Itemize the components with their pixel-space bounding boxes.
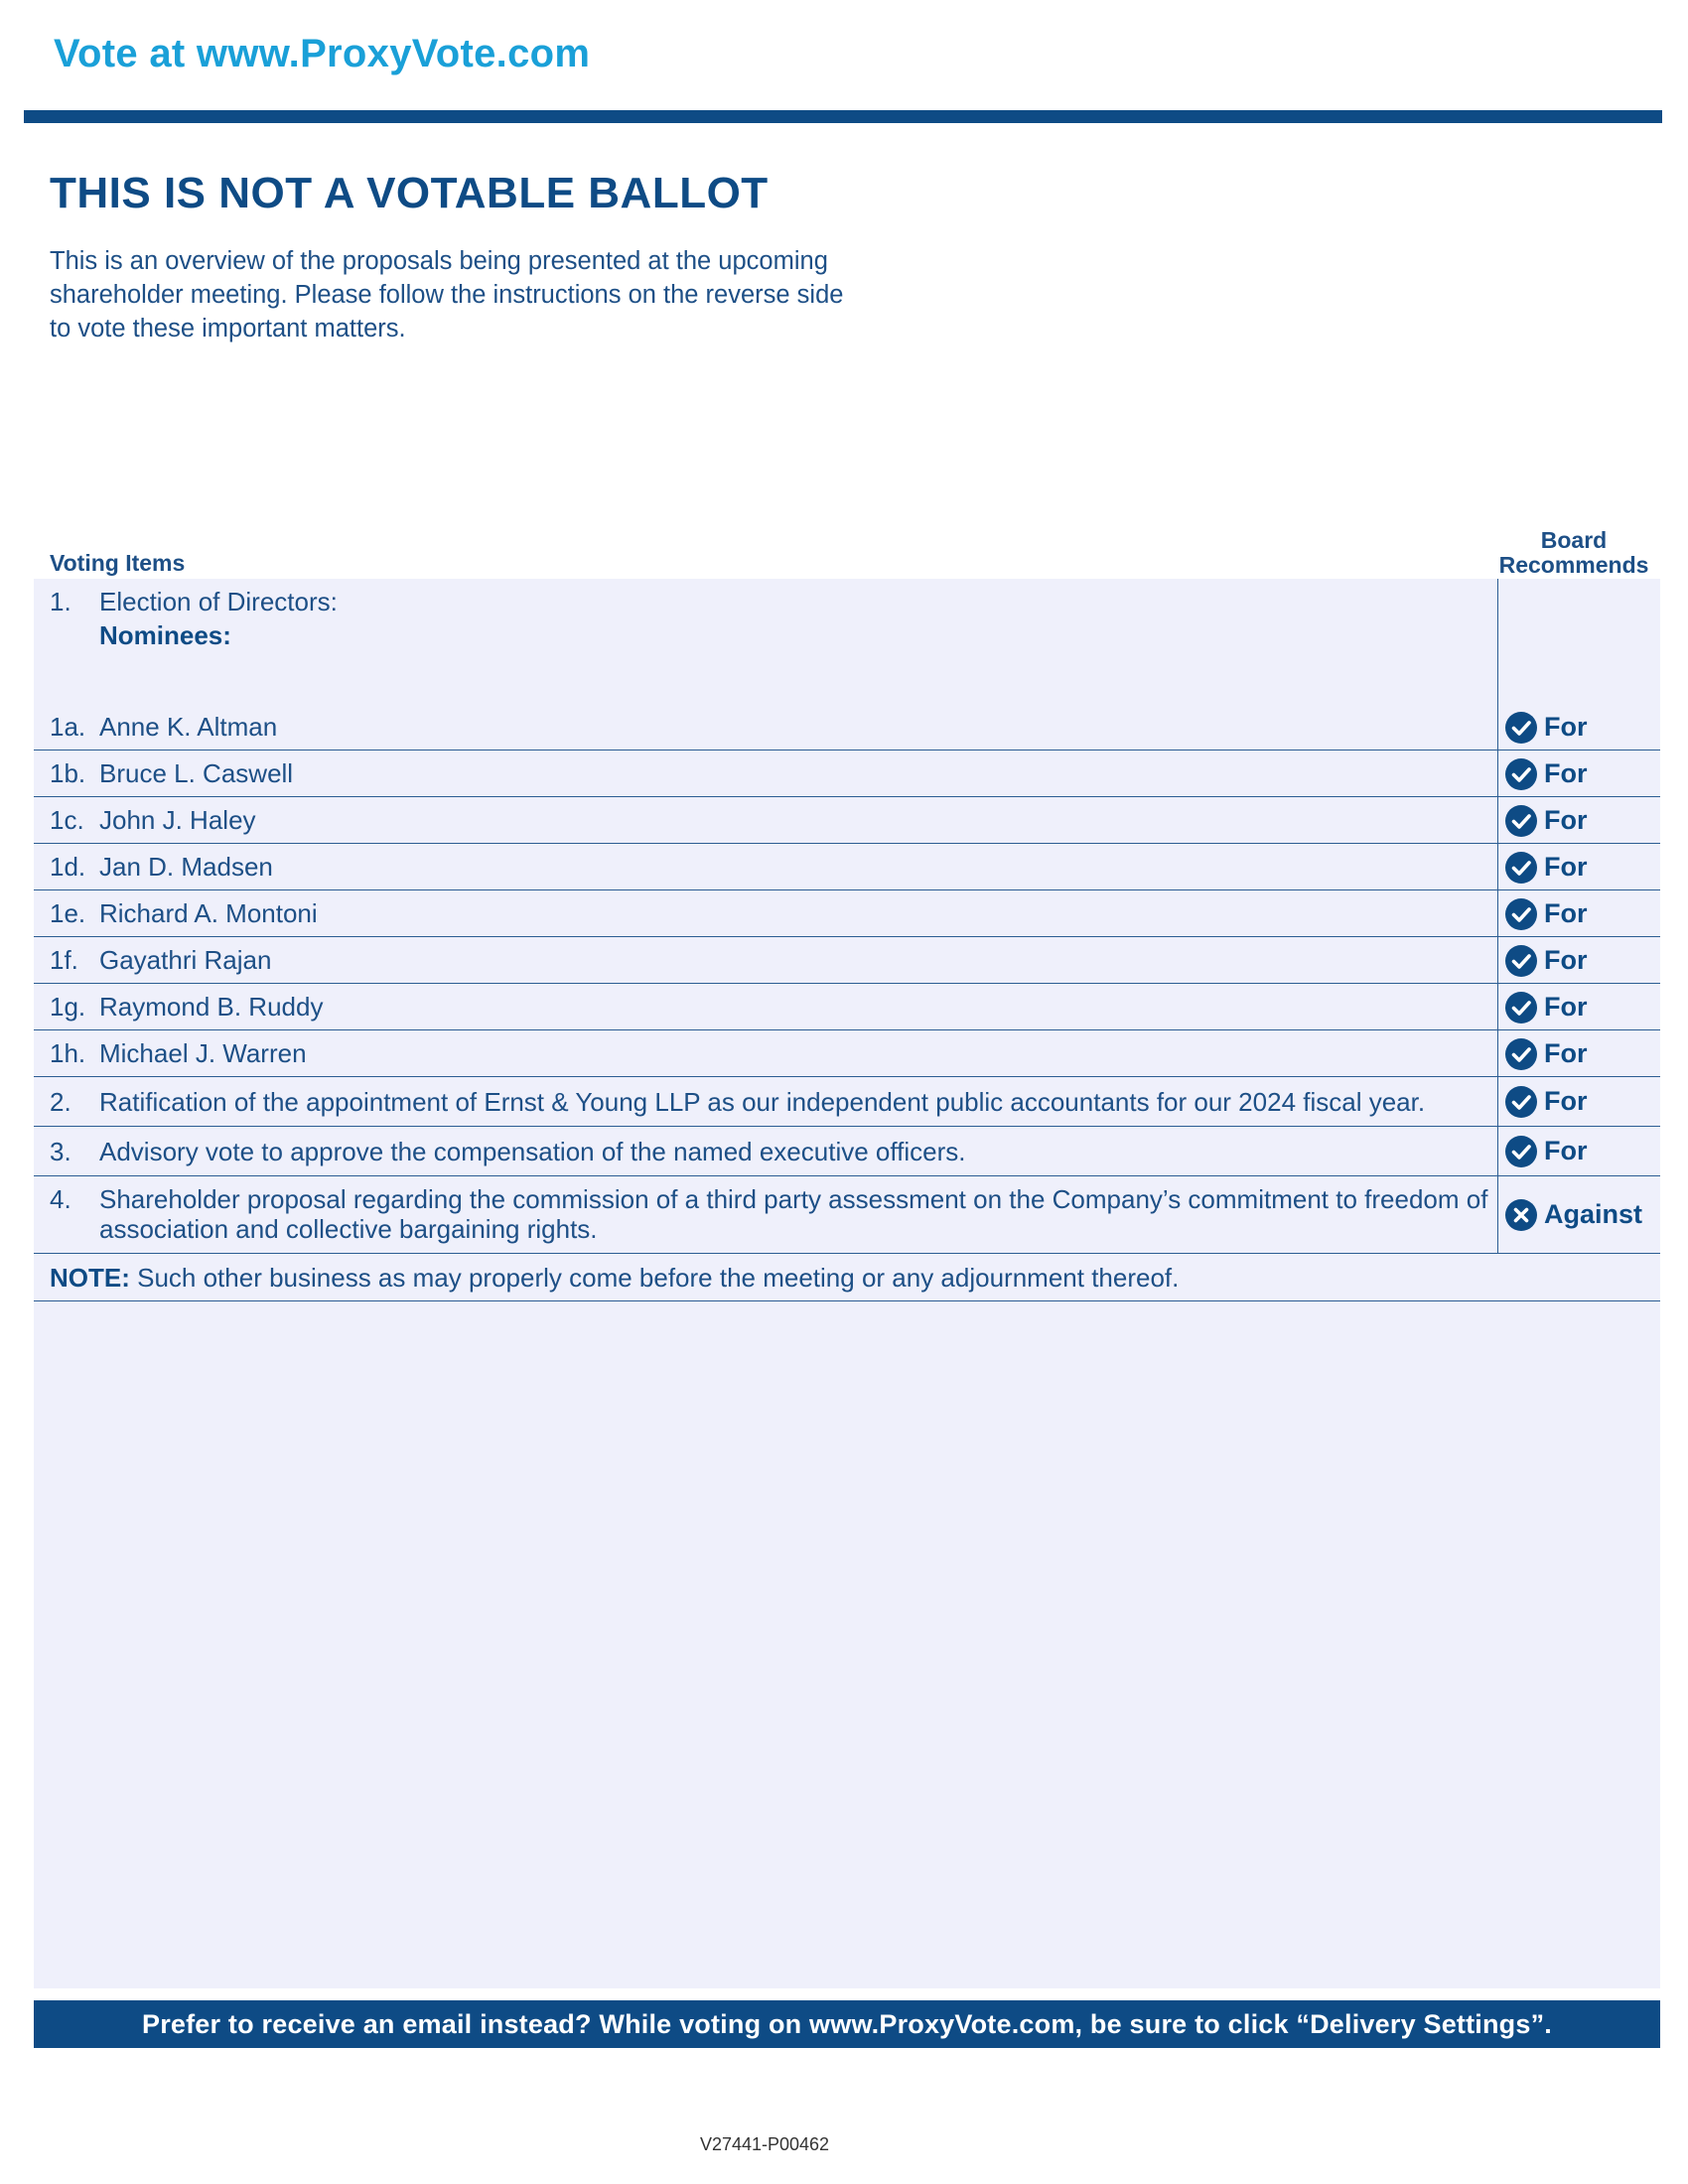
item-text: Gayathri Rajan — [99, 945, 272, 975]
intro-paragraph: This is an overview of the proposals being presented at the upcoming shareholder meeting. Please follow the instructions on the reverse side to vote these important matters. — [50, 247, 844, 342]
check-circle-icon — [1504, 804, 1538, 838]
nominees-label: Nominees: — [99, 620, 231, 650]
recommendation-label: For — [1544, 1038, 1588, 1068]
item-text: Election of Directors: — [99, 587, 338, 616]
board-recommends-line1: Board — [1540, 527, 1608, 553]
recommendation-label: For — [1544, 758, 1588, 788]
email-prompt-text: Prefer to receive an email instead? While voting on www.ProxyVote.com, be sure to click “Delivery Settings”. — [141, 2008, 1552, 2039]
recommendation-cell — [1497, 1127, 1660, 1175]
recommendation-cell — [1497, 984, 1660, 1030]
check-circle-icon — [1504, 851, 1538, 885]
item-number: 1e. — [50, 898, 86, 928]
check-circle-icon — [1504, 897, 1538, 931]
item-text: Jan D. Madsen — [99, 852, 273, 882]
item-text: Bruce L. Caswell — [99, 758, 294, 788]
proposal-row — [34, 1127, 1660, 1176]
check-circle-icon — [1504, 991, 1538, 1024]
recommendation-cell — [1497, 579, 1660, 704]
item-number: 3. — [50, 1137, 71, 1166]
note-row — [34, 1254, 1660, 1301]
check-circle-icon — [1504, 944, 1538, 978]
nominee-row — [34, 797, 1660, 844]
recommendation-cell — [1497, 937, 1660, 984]
item-text: John J. Haley — [99, 805, 256, 835]
recommendation-cell — [1497, 1077, 1660, 1126]
item-number: 4. — [50, 1184, 71, 1214]
ballot-area — [34, 579, 1660, 1988]
item-number: 1. — [50, 587, 71, 616]
check-circle-icon — [1504, 1037, 1538, 1071]
x-circle-icon — [1504, 1198, 1538, 1232]
job-code: V27441-P00462 — [699, 2134, 830, 2154]
item-number: 1c. — [50, 805, 84, 835]
recommendation-cell — [1497, 751, 1660, 797]
recommendation-label: For — [1544, 945, 1588, 975]
note-text — [50, 1263, 1179, 1294]
recommendation-cell — [1497, 844, 1660, 890]
nominee-row — [34, 751, 1660, 797]
recommendation-cell — [1497, 797, 1660, 844]
voting-items-label: Voting Items — [50, 550, 186, 576]
recommendation-cell — [1497, 704, 1660, 751]
note-body: Such other business as may properly come before the meeting or any adjournment thereof. — [129, 1263, 1180, 1293]
item-number: 1h. — [50, 1038, 86, 1068]
check-circle-icon — [1504, 711, 1538, 745]
recommendation-label: For — [1544, 1086, 1588, 1116]
check-circle-icon — [1504, 757, 1538, 791]
board-recommends-label — [1489, 528, 1658, 578]
item-text: Richard A. Montoni — [99, 898, 318, 928]
election-heading-row — [34, 579, 1660, 704]
recommendation-label: For — [1544, 1136, 1588, 1165]
item-number: 1g. — [50, 992, 86, 1022]
recommendation-label: For — [1544, 712, 1588, 742]
voting-items-table — [34, 579, 1660, 1301]
nominee-row — [34, 1030, 1660, 1077]
recommendation-label: For — [1544, 852, 1588, 882]
nominee-row — [34, 890, 1660, 937]
nominee-row — [34, 704, 1660, 751]
header-divider — [24, 110, 1662, 123]
item-text: Anne K. Altman — [99, 712, 278, 742]
recommendation-label: For — [1544, 992, 1588, 1022]
item-text: Shareholder proposal regarding the commission of a third party assessment on the Company’s commitment to freedom of association and collective bargaining rights. — [99, 1184, 1488, 1244]
page-title: THIS IS NOT A VOTABLE BALLOT — [50, 169, 769, 217]
proposal-row — [34, 1077, 1660, 1127]
nominee-row — [34, 984, 1660, 1030]
item-text: Ratification of the appointment of Ernst & Young LLP as our independent public accountants for our 2024 fiscal year. — [99, 1087, 1426, 1117]
item-number: 1d. — [50, 852, 86, 882]
recommendation-label: For — [1544, 805, 1588, 835]
item-text: Michael J. Warren — [99, 1038, 307, 1068]
note-label: NOTE: — [50, 1263, 130, 1293]
proposal-row — [34, 1176, 1660, 1254]
item-number: 1a. — [50, 712, 86, 742]
proxyvote-link[interactable]: Vote at www.ProxyVote.com — [54, 32, 591, 75]
board-recommends-line2: Recommends — [1498, 552, 1649, 578]
delivery-settings-banner — [34, 2000, 1660, 2048]
recommendation-cell — [1497, 890, 1660, 937]
recommendation-label: For — [1544, 898, 1588, 928]
nominee-row — [34, 937, 1660, 984]
item-text: Advisory vote to approve the compensation of the named executive officers. — [99, 1137, 966, 1166]
check-circle-icon — [1504, 1085, 1538, 1119]
nominee-row — [34, 844, 1660, 890]
recommendation-label: Against — [1544, 1199, 1643, 1229]
item-text: Raymond B. Ruddy — [99, 992, 324, 1022]
item-number: 1f. — [50, 945, 78, 975]
check-circle-icon — [1504, 1135, 1538, 1168]
recommendation-cell — [1497, 1030, 1660, 1077]
item-number: 2. — [50, 1087, 71, 1117]
recommendation-cell — [1497, 1176, 1660, 1253]
item-number: 1b. — [50, 758, 86, 788]
